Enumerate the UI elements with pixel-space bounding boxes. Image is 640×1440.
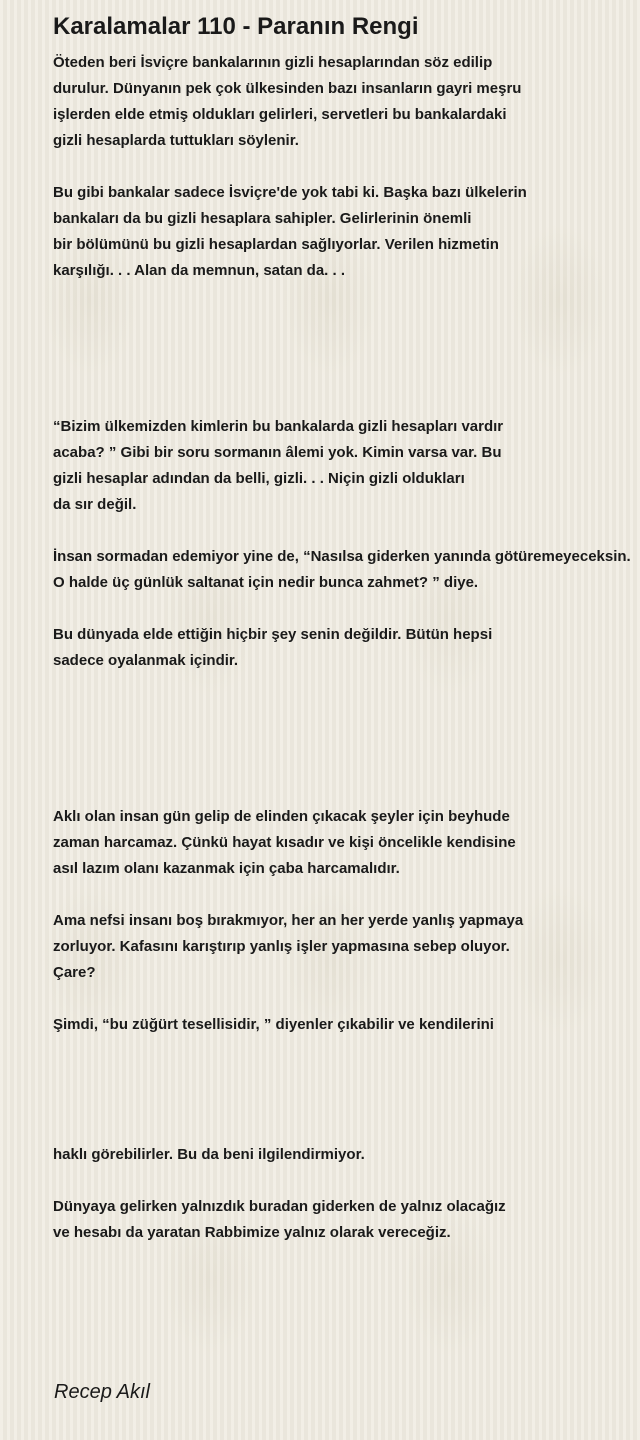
poem-line: Bu dünyada elde ettiğin hiçbir şey senin değildir. Bütün hepsi (53, 626, 493, 643)
poem-line: “Bizim ülkemizden kimlerin bu bankalarda gizli hesapları vardır (53, 418, 504, 435)
poem-line: Ama nefsi insanı boş bırakmıyor, her an her yerde yanlış yapmaya (53, 912, 524, 929)
blank-line (53, 1064, 640, 1090)
blank-line (53, 336, 640, 362)
poem-line: Dünyaya gelirken yalnızdık buradan giderken de yalnız olacağız (53, 1198, 506, 1215)
blank-line (53, 310, 640, 336)
blank-line (53, 1168, 640, 1194)
poem-line: Çare? (53, 964, 96, 981)
poem-line: gizli hesaplar adından da belli, gizli. . . Niçin gizli oldukları (53, 470, 465, 487)
poem-line: Aklı olan insan gün gelip de elinden çıkacak şeyler için beyhude (53, 808, 510, 825)
poem-body (53, 50, 640, 1246)
poem-line: ve hesabı da yaratan Rabbimize yalnız olarak vereceğiz. (53, 1224, 451, 1241)
poem-line: O halde üç günlük saltanat için nedir bunca zahmet? ” diye. (53, 574, 479, 591)
page-title: Karalamalar 110 - Paranın Rengi (53, 13, 419, 40)
blank-line (53, 518, 640, 544)
blank-line (53, 1116, 640, 1142)
poem-line: durulur. Dünyanın pek çok ülkesinden bazı insanların gayri meşru (53, 80, 522, 97)
blank-line (53, 778, 640, 804)
blank-line (53, 388, 640, 414)
poem-line: Bu gibi bankalar sadece İsviçre'de yok tabi ki. Başka bazı ülkelerin (53, 184, 527, 201)
blank-line (53, 674, 640, 700)
blank-line (53, 752, 640, 778)
poem-line: sadece oyalanmak içindir. (53, 652, 239, 669)
poem-line: Öteden beri İsviçre bankalarının gizli hesaplarından söz edilip (53, 54, 493, 71)
poem-line: karşılığı. . . Alan da memnun, satan da. . . (53, 262, 346, 279)
poem-line: işlerden elde etmiş oldukları gelirleri, servetleri bu bankalardaki (53, 106, 507, 123)
poem-line: haklı görebilirler. Bu da beni ilgilendirmiyor. (53, 1146, 365, 1163)
blank-line (53, 726, 640, 752)
blank-line (53, 1038, 640, 1064)
blank-line (53, 596, 640, 622)
blank-line (53, 700, 640, 726)
poem-line: acaba? ” Gibi bir soru sormanın âlemi yok. Kimin varsa var. Bu (53, 444, 502, 461)
blank-line (53, 362, 640, 388)
poem-line: zaman harcamaz. Çünkü hayat kısadır ve kişi öncelikle kendisine (53, 834, 516, 851)
poem-line: bankaları da bu gizli hesaplara sahipler. Gelirlerinin önemli (53, 210, 472, 227)
poem-line: asıl lazım olanı kazanmak için çaba harcamalıdır. (53, 860, 400, 877)
poem-line: zorluyor. Kafasını karıştırıp yanlış işler yapmasına sebep oluyor. (53, 938, 510, 955)
blank-line (53, 284, 640, 310)
poem-line: bir bölümünü bu gizli hesaplardan sağlıyorlar. Verilen hizmetin (53, 236, 499, 253)
poem-line: Şimdi, “bu züğürt tesellisidir, ” diyenler çıkabilir ve kendilerini (53, 1016, 494, 1033)
blank-line (53, 986, 640, 1012)
blank-line (53, 1090, 640, 1116)
poem-line: da sır değil. (53, 496, 137, 513)
blank-line (53, 882, 640, 908)
poem-line: İnsan sormadan edemiyor yine de, “Nasılsa giderken yanında götüremeyeceksin. (53, 548, 631, 565)
blank-line (53, 154, 640, 180)
poem-line: gizli hesaplarda tuttukları söylenir. (53, 132, 299, 149)
author-name: Recep Akıl (54, 1381, 150, 1403)
